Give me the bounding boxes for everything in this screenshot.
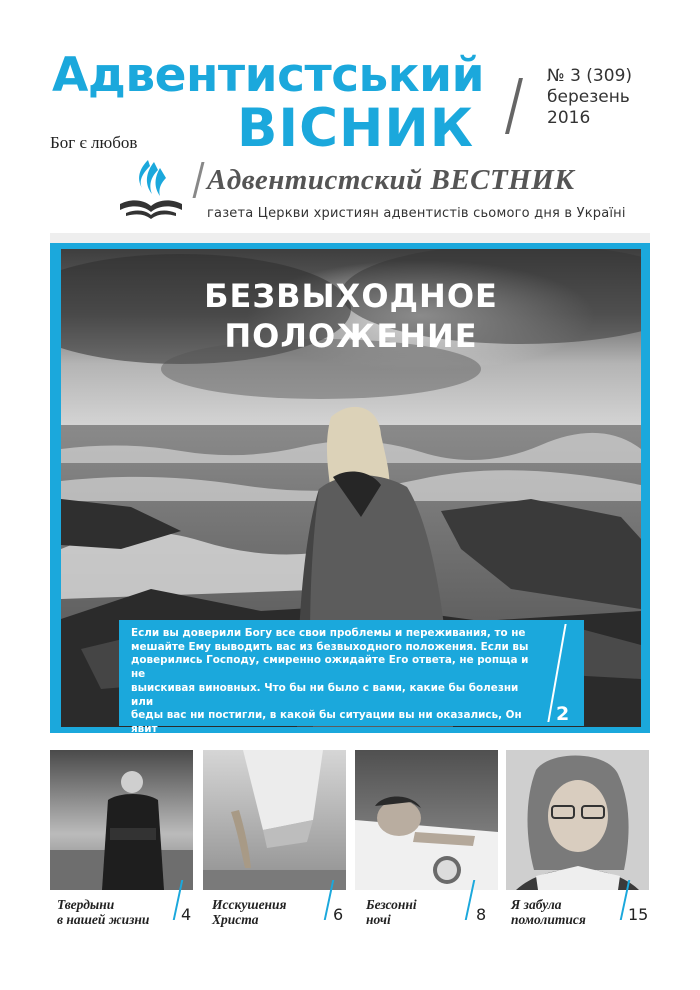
- cover-lead-box: [119, 620, 584, 749]
- cover-lead-text: [131, 627, 542, 764]
- teaser-page-4: 15: [628, 905, 649, 924]
- teaser-photo-sleepless-man-icon: [355, 750, 498, 890]
- teaser-page-2: 6: [333, 905, 344, 924]
- teaser-photo-man-icon: [50, 750, 193, 890]
- teaser-title-line: Я забула: [511, 897, 562, 912]
- lead-line: выискивая виновных. Что бы ни было с вами, какие бы болезни или: [131, 681, 519, 708]
- teaser-photo-woman-reading-icon: [506, 750, 649, 890]
- issue-number: № 3 (309): [547, 66, 633, 86]
- masthead-divider: [505, 78, 523, 134]
- teaser-page-1: 4: [181, 905, 192, 924]
- cover-headline: [61, 276, 641, 356]
- masthead-slogan: Бог є любов: [50, 133, 138, 152]
- issue-info: [547, 66, 632, 129]
- lead-line: доверились Господу, смиренно ожидайте Его ответа, не ропща и не: [131, 654, 529, 681]
- issue-month: березень: [547, 87, 630, 107]
- teaser-title-line: Безсонні: [366, 897, 417, 912]
- teaser-photo-hand-icon: [203, 750, 346, 890]
- teaser-photo-4: [506, 750, 649, 890]
- issue-year: 2016: [547, 108, 591, 128]
- masthead-tagline: газета Церкви християн адвентистів сьомого дня в Україні: [207, 206, 626, 221]
- masthead-title-ukrainian: Адвентистський: [52, 48, 485, 103]
- teaser-photo-1: [50, 750, 193, 890]
- teaser-title-3: [366, 897, 417, 927]
- teaser-photo-3: [355, 750, 498, 890]
- teaser-title-line: помолитися: [511, 912, 586, 927]
- masthead-title-russian: Адвентистский ВЕСТНИК: [207, 164, 575, 196]
- teaser-title-4: [511, 897, 586, 927]
- lead-line: Свою силу и славу. У Господа есть ответы на все наши вопросы!: [131, 736, 524, 749]
- masthead-title-ukrainian-visnyk: ВІСНИК: [237, 98, 475, 159]
- teaser-title-line: Твердыни: [57, 897, 115, 912]
- lead-line: беды вас ни постигли, в какой бы ситуации вы ни оказались, Он явит: [131, 709, 522, 735]
- subtitle-divider: [193, 162, 205, 198]
- cover-page-number: 2: [556, 703, 570, 725]
- teaser-title-1: [57, 897, 149, 927]
- teaser-photo-2: [203, 750, 346, 890]
- teaser-title-2: [212, 897, 287, 927]
- teaser-title-line: Исскушения: [212, 897, 287, 912]
- teaser-page-3: 8: [476, 905, 487, 924]
- adventist-logo-icon: [118, 158, 184, 222]
- lead-line: Если вы доверили Богу все свои проблемы и переживания, то не: [131, 627, 526, 639]
- lead-line: мешайте Ему выводить вас из безвыходного положения. Если вы: [131, 640, 529, 653]
- teaser-title-line: в нашей жизни: [57, 912, 150, 927]
- cover-headline-line-1: БЕЗВЫХОДНОЕ: [204, 277, 498, 315]
- teaser-title-line: ночі: [366, 912, 391, 927]
- cover-headline-line-2: ПОЛОЖЕНИЕ: [224, 317, 478, 355]
- teaser-title-line: Христа: [212, 912, 259, 927]
